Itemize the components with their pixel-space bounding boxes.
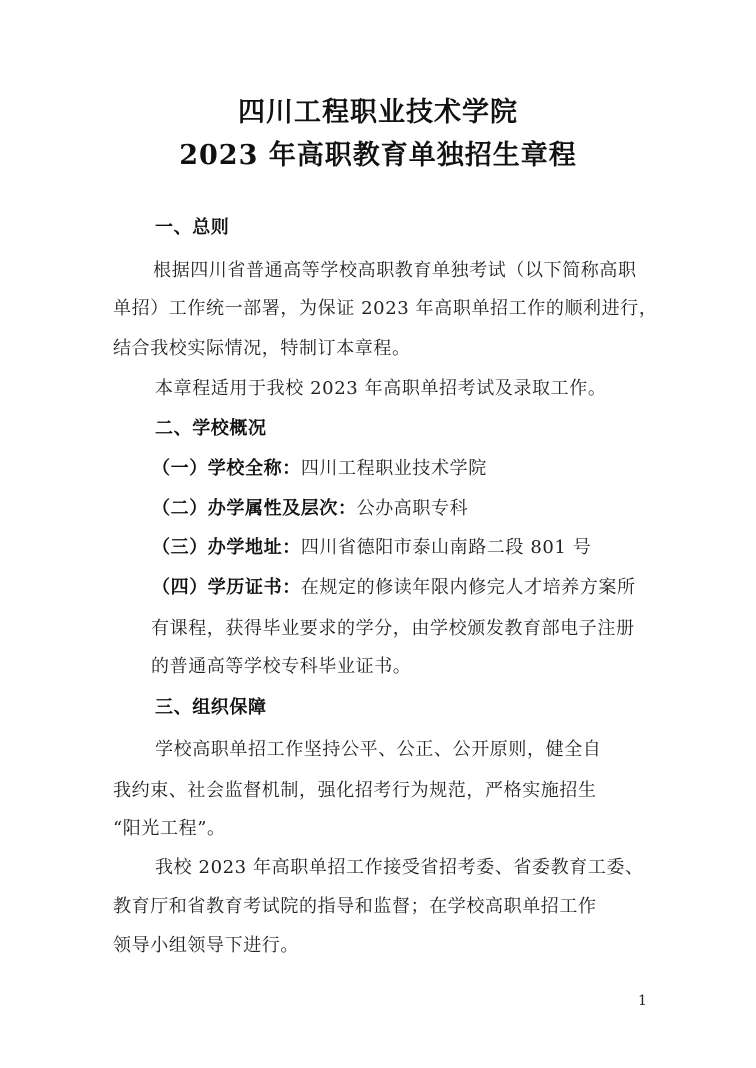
page-number: 1: [638, 993, 647, 1009]
section2-item3: [152, 537, 591, 559]
section3-para2-line1: 我校 2023 年高职单招工作接受省招考委、省委教育工委、: [155, 857, 644, 878]
item1-value: 四川工程职业技术学院: [300, 458, 487, 479]
item3-value: 四川省德阳市泰山南路二段 801 号: [300, 537, 592, 558]
section2-item4-line2: 有课程，获得毕业要求的学分，由学校颁发教育部电子注册: [151, 618, 635, 639]
section2-item4: [152, 577, 636, 599]
section3-para1-line2: 我约束、社会监督机制，强化招考行为规范，严格实施招生: [113, 780, 597, 801]
item2-label: （二）办学属性及层次：: [152, 498, 357, 519]
section3-para1-line1: 学校高职单招工作坚持公平、公正、公开原则，健全自: [155, 739, 602, 760]
item3-label: （三）办学地址：: [152, 537, 301, 558]
section3-para1-line3: “阳光工程”。: [113, 818, 226, 839]
section2-item4-line3: 的普通高等学校专科毕业证书。: [151, 656, 412, 677]
document-title-line1: 四川工程职业技术学院: [238, 97, 518, 128]
section1-para1-line2: 单招）工作统一部署，为保证 2023 年高职单招工作的顺利进行，: [113, 298, 658, 319]
section1-para1-line3: 结合我校实际情况，特制订本章程。: [113, 338, 411, 359]
item4-label: （四）学历证书：: [152, 577, 301, 598]
section2-item1: [152, 458, 487, 480]
document-title-line2: 2023 年高职教育单独招生章程: [179, 140, 577, 171]
section3-para2-line3: 领导小组领导下进行。: [113, 935, 299, 956]
section2-item2: [152, 498, 468, 520]
section2-heading: 二、学校概况: [155, 418, 267, 439]
section1-heading: 一、总则: [155, 217, 230, 238]
section1-para1-line1: 根据四川省普通高等学校高职教育单独考试（以下简称高职: [153, 260, 637, 281]
section3-para2-line2: 教育厅和省教育考试院的指导和监督；在学校高职单招工作: [113, 896, 597, 917]
item2-value: 公办高职专科: [356, 498, 469, 519]
item4-value: 在规定的修读年限内修完人才培养方案所: [300, 577, 636, 598]
section1-para2: 本章程适用于我校 2023 年高职单招考试及录取工作。: [155, 378, 607, 399]
section3-heading: 三、组织保障: [155, 697, 267, 718]
item1-label: （一）学校全称：: [152, 458, 301, 479]
